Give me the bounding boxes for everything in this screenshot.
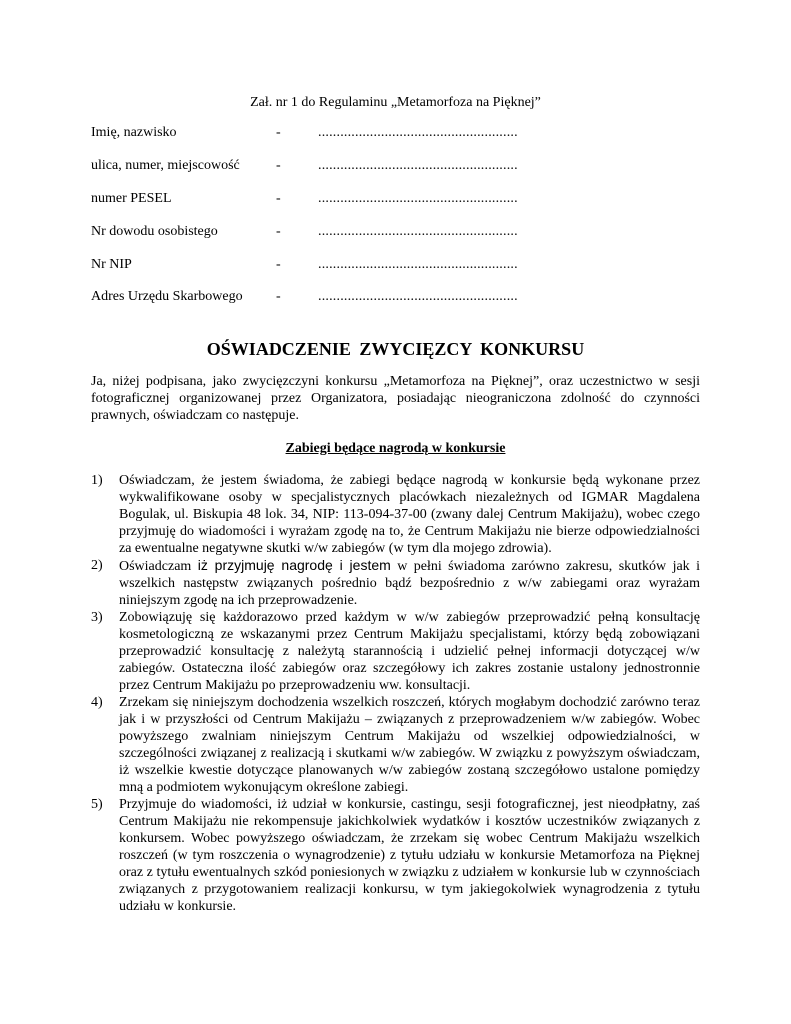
list-item <box>91 557 700 609</box>
form-field-dash: - <box>276 257 281 272</box>
form-field-label: Nr NIP <box>91 257 132 272</box>
list-item-number: 2) <box>91 558 103 573</box>
form-field-blank[interactable]: ...................................................... <box>318 289 518 304</box>
form-field-label: ulica, numer, miejscowość <box>91 158 240 173</box>
form-field-label: numer PESEL <box>91 191 172 206</box>
list-item-text: Przyjmuje do wiadomości, iż udział w konkursie, castingu, sesji fotograficznej, jest nieodpłatny, zaś Centrum Makijażu nie rekompensuje jakichkolwiek wydatków i kosztów uczestników związanych z konkursem. Wobec powyższego oświadczam, że zrzekam się wobec Centrum Makijażu wszelkich roszczeń (w tym roszczenia o wynagrodzenie) z tytułu udziału w konkursie Metamorfoza na Pięknej oraz z tytułu ewentualnych szkód poniesionych w związku z udziałem w konkursie lub w czynnościach związanych z przygotowaniem realizacji konkursu, w tym jakiegokolwiek wynagrodzenia z tytułu udziału w konkursie. <box>119 797 700 914</box>
list-item-text-part: Oświadczam <box>119 559 198 574</box>
list-item-text-part: iż przyjmuję nagrodę i jestem <box>197 557 391 573</box>
form-field-dash: - <box>276 289 281 304</box>
form-field-label: Imię, nazwisko <box>91 125 177 140</box>
form-field-dash: - <box>276 158 281 173</box>
statement-list <box>91 472 700 915</box>
form-field-blank[interactable]: ...................................................... <box>318 191 518 206</box>
form-field-blank[interactable]: ...................................................... <box>318 257 518 272</box>
form-field-nip <box>91 257 591 275</box>
section-heading: Zabiegi będące nagrodą w konkursie <box>285 441 506 456</box>
form-field-label: Nr dowodu osobistego <box>91 224 218 239</box>
form-field-label: Adres Urzędu Skarbowego <box>91 289 243 304</box>
list-item-number: 1) <box>91 473 103 488</box>
list-item-text: Zrzekam się niniejszym dochodzenia wszelkich roszczeń, których mogłabym dochodzić zarówno teraz jak i w przyszłości od Centrum Makijażu – związanych z przeprowadzeniem w/w zabiegów. Wobec powyższego zwalniam niniejszym Centrum Makijażu od wszelkiej odpowiedzialności, w szczególności związanej z realizacją i skutkami w/w zabiegów. W związku z powyższym oświadczam, iż wszelkie kwestie dotyczące planowanych w/w zabiegów zostaną szczegółowo ustalone pomiędzy mną a podmiotem wykonującym określone zabiegi. <box>119 695 700 795</box>
document-title: OŚWIADCZENIE ZWYCIĘZCY KONKURSU <box>206 339 585 359</box>
list-item <box>91 796 700 915</box>
form-field-blank[interactable]: ...................................................... <box>318 125 518 140</box>
list-item-text: Oświadczam, że jestem świadoma, że zabiegi będące nagrodą w konkursie będą wykonane przez wykwalifikowane osoby w specjalistycznych placówkach niezależnych od IGMAR Magdalena Bogulak, ul. Biskupia 48 lok. 34, NIP: 113-094-37-00 (zwany dalej Centrum Makijażu), wobec czego przyjmuję do wiadomości i wyrażam zgodę na to, że Centrum Makijażu nie bierze odpowiedzialności za ewentualne negatywne skutki w/w zabiegów (w tym dla mojego zdrowia). <box>119 473 700 556</box>
list-item-number: 3) <box>91 610 103 625</box>
form-field-pesel <box>91 191 591 209</box>
form-field-address <box>91 158 591 176</box>
form-field-dash: - <box>276 224 281 239</box>
list-item-text: Zobowiązuję się każdorazowo przed każdym w w/w zabiegów przeprowadzić pełną konsultację kosmetologiczną ze wskazanymi przez Centrum Makijażu specjalistami, którzy będą zobowiązani przeprowadzić konsultację z należytą starannością i udzielić pełnej informacji dotyczącej w/w zabiegów. Ostateczna ilość zabiegów oraz szczegółowy ich zakres zostanie ustalony jednostronnie przez Centrum Makijażu po przeprowadzeniu ww. konsultacji. <box>119 610 700 693</box>
intro-paragraph: Ja, niżej podpisana, jako zwycięzczyni konkursu „Metamorfoza na Pięknej”, oraz uczestnictwo w sesji fotograficznej organizowanej przez Organizatora, posiadając nieograniczona zdolność do czynności prawnych, oświadczam co następuje. <box>91 374 700 423</box>
form-field-tax-office <box>91 289 591 307</box>
attachment-line: Zał. nr 1 do Regulaminu „Metamorfoza na Pięknej” <box>250 95 541 110</box>
list-item-text <box>119 557 700 609</box>
form-field-dash: - <box>276 191 281 206</box>
list-item <box>91 472 700 557</box>
list-item-number: 4) <box>91 695 103 710</box>
list-item <box>91 609 700 694</box>
form-field-blank[interactable]: ...................................................... <box>318 224 518 239</box>
list-item <box>91 694 700 796</box>
list-item-text-part: w pełni świadoma zarówno zakresu, skutków jak i wszelkich następstw związanych pośrednio bądź bezpośrednio z w/w zabiegami oraz wyrażam niniejszym zgodę na ich przeprowadzenie. <box>119 559 701 608</box>
form-field-blank[interactable]: ...................................................... <box>318 158 518 173</box>
form-field-id-card <box>91 224 591 242</box>
form-field-name <box>91 125 591 143</box>
form-field-dash: - <box>276 125 281 140</box>
list-item-number: 5) <box>91 797 103 812</box>
